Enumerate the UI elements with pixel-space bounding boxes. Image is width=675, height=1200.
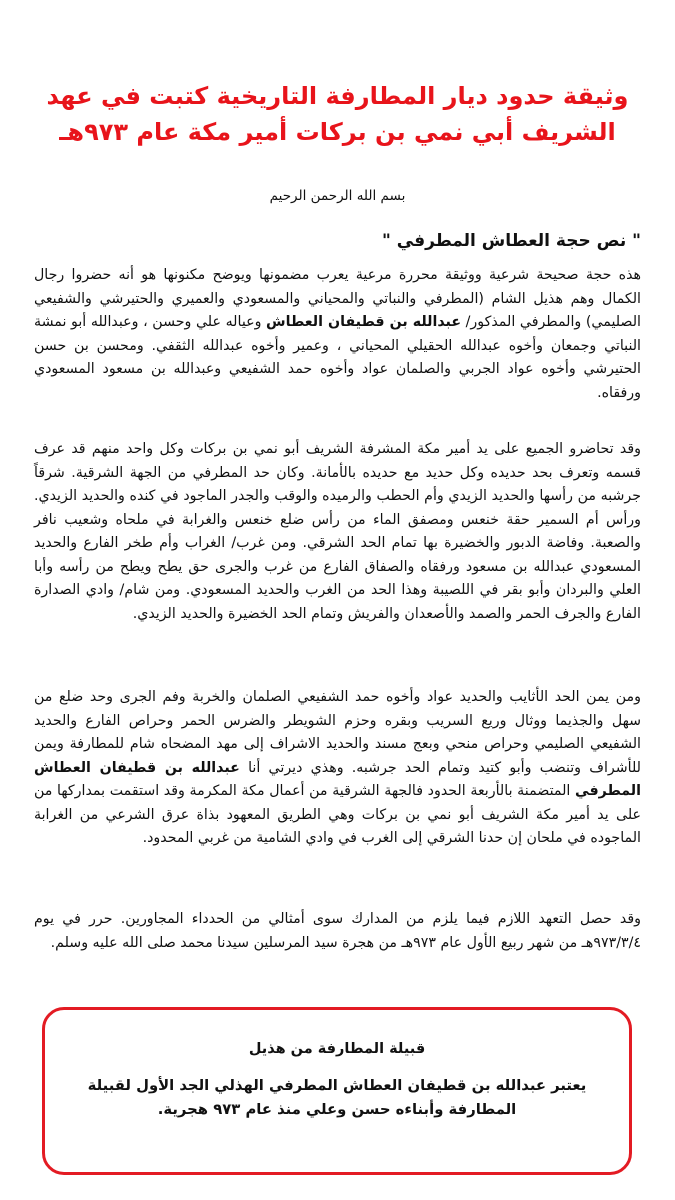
paragraph-2: وقد تحاضرو الجميع على يد أمير مكة المشرفة الشريف أبو نمي بن بركات وكل واحد منهم قد عرف قسمه وتعرف بحد حديده وكل حديد مع حديده بالأمانة. وكان حد المطرفي من الجهة الشرقية. شرقاً جرشبه من رأسها والحديد الزيدي وأم الحطب والرميده والوقب والجدر الماجود في كنده والحديد الزيدي. ورأس أم السمير حقة خنعس ومصفق الماء من رأس ضلع خنعس والغرابة في ملحاه وشعيب نافر والصعبة. وفاضة الدبور والخضيرة بها تمام الحد الشرقي. ومن غرب/ الغراب وأم طخر الفارع والحديد المسعودي عبدالله بن مسعود ورفقاه والصفاق الفارع من غرب والجرى حق يطح ويطح من رأسه وأبا العلي والبردان وأبو بقر في اللصيبة وهذا الحد من الغرب والحديد المسعودي. ومن شام/ وادي الصدارة الفارع والجرف الحمر والصمد والأصعدان والفريش وتمام الحد الخضيرة والحديد الزيدي. [34,441,641,622]
paragraph-1 [34,264,641,405]
document-title: وثيقة حدود ديار المطارفة التاريخية كتبت في عهد الشريف أبي نمي بن بركات أمير مكة عام ٩٧٣هـ [46,82,629,146]
paragraph-4: وقد حصل التعهد اللازم فيما يلزم من المدارك سوى أمثالي من الحدداء المجاورين. حرر في يوم ٩٧٣/٣/٤هـ من شهر ربيع الأول عام ٩٧٣هـ من هجرة سيد المرسلين سيدنا محمد صلى الله عليه وسلم. [34,911,641,951]
paragraph-3-text-a: ومن يمن الحد الأثايب والحديد عواد وأخوه حمد الشفيعي الصلمان والخربة وفم الجرى وحد ضلع من سهل والجذيما ووثال وريع السريب وبقره وحزم الشويطر والضرس الحمر وحراص الفارع والحديد الشفيعي الصليمي وحراص منحي وبعج مسند والحديد الاشراف إلى مهد المضحاه شام للمطارفة ويمن للأشراف وتنضب وأبو كتيد وتمام الحد جرشبه. وهذي ديرتي أنا [34,689,641,776]
basmala: بسم الله الرحمن الرحيم [269,188,406,204]
paragraph-3-bold-name: عبدالله بن قطيفان العطاش المطرفي [34,759,641,799]
tribe-note-body: يعتبر عبدالله بن قطيفان العطاش المطرفي الهذلي الجد الأول لقبيلة المطارفة وأبناءه حسن وعلي منذ عام ٩٧٣ هجرية. [87,1077,587,1118]
paragraph-3 [34,686,641,851]
paragraph-1-text-c: وعياله علي وحسن ، وعبدالله أبو نمشة النباتي وجمعان وأخوه عبدالله الحقيلي المحياني ، وعمير وأخوه عبدالله الثقفي. ومحسن بن حسن الحتيرشي وأخوه عواد الجربي والصلمان عواد وأخوه حمد الشفيعي وعبدالله بن مسعود المسعودي ورفقاه. [34,314,641,401]
document-subtitle: " نص حجة العطاش المطرفي " [382,231,641,251]
paragraph-1-text-a: هذه حجة صحيحة شرعية ووثيقة محررة مرعية يعرب مضمونها ويوضح مكنونها هو أنه حضروا رجال الكمال وهم هذيل الشام (المطرفي والنباتي والمحياني والمسعودي والعميري والحتيرشي والشفيعي الصليمي) والمطرفي المذكور/ [34,267,641,330]
paragraph-1-bold-name: عبدالله بن قطيفان العطاش [266,314,462,330]
paragraph-3-text-c: المتضمنة بالأربعة الحدود فالجهة الشرقية من أعمال مكة المكرمة وقد استقمت بمداركها من على يد أمير مكة الشريف أبو نمي بن بركات وهي الطريق المعهود بذاة عرق الشرعي من الغرابة الماجوده في ملحان إن حدنا الشرقي إلى الغرب في وادي الشامية من غربي المحدود. [34,783,641,846]
tribe-note-box [42,1007,632,1175]
tribe-note-title: قبيلة المطارفة من هذيل [248,1041,426,1057]
